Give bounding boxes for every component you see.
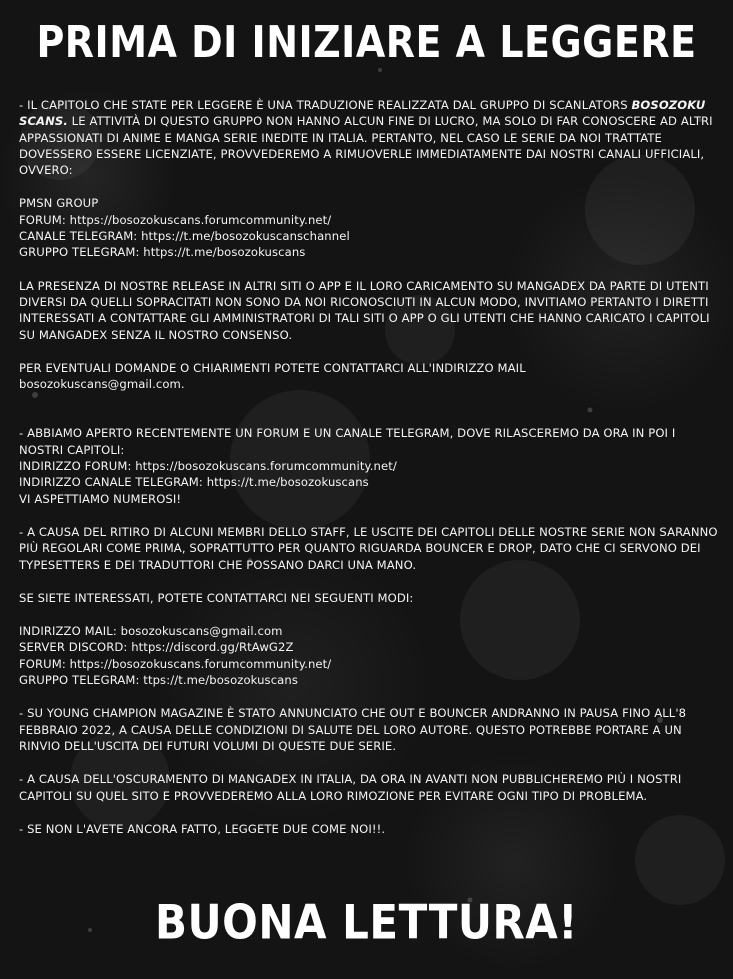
telegram-group-link[interactable]: GRUPPO TELEGRAM: https://t.me/bosozokuscans [19,245,306,260]
contact-email[interactable]: bosozokuscans@gmail.com. [19,377,185,392]
release-notice: LA PRESENZA DI NOSTRE RELEASE IN ALTRI SITI O APP E IL LORO CARICAMENTO SU MANGADEX DA PARTE DI UTENTI DIVERSI DA QUELLI SOPRACITATI NON SONO DA NOI RICONOSCIUTI IN ALCUN MODO, INVITIAMO PERTANTO I DIRETTI INTERESSATI A CONTATTARE GLI AMMINISTRATORI DI TALI SITI O APP O GLI UTENTI CHE HANNO CARICATO I CAPITOLI SU MANGADEX SENZA IL NOSTRO CONSENSO. [19,278,710,342]
group-line: PMSN GROUP [19,196,99,211]
forum-news-telegram-link[interactable]: INDIRIZZO CANALE TELEGRAM: https://t.me/bosozokuscans [19,475,369,490]
forum-news: - ABBIAMO APERTO RECENTEMENTE UN FORUM E UN CANALE TELEGRAM, DOVE RILASCEREMO DA ORA IN POI I NOSTRI CAPITOLI: [19,426,676,457]
staff-interested: SE SIETE INTERESSATI, POTETE CONTATTARCI NEI SEGUENTI MODI: [19,590,414,605]
intro-text: - IL CAPITOLO CHE STATE PER LEGGERE È UNA TRADUZIONE REALIZZATA DAL GRUPPO DI SCANLATORS [19,98,628,112]
staff-notice: - A CAUSA DEL RITIRO DI ALCUNI MEMBRI DELLO STAFF, LE USCITE DEI CAPITOLI DELLE NOSTRE SERIE NON SARANNO PIÙ REGOLARI COME PRIMA, SOPRATTUTTO PER QUANTO RIGUARDA BOUNCER E DROP, DATO CHE CI SERVONO DEI TYPESETTERS E DEI TRADUTTORI CHE POSSANO DARCI UNA MANO. [19,524,718,572]
page-title: PRIMA DI INIZIARE A LEGGERE [36,16,697,68]
closing-banner: BUONA LETTURA! [155,895,578,950]
group-name: BOSOZOKU SCANS. [19,98,706,129]
staff-telegram[interactable]: GRUPPO TELEGRAM: ttps://t.me/bosozokuscans [19,673,298,688]
due-notice: - SE NON L'AVETE ANCORA FATTO, LEGGETE DUE COME NOI!!. [19,821,386,836]
notice-body [19,97,719,837]
intro-text-rest: LE ATTIVITÀ DI QUESTO GRUPPO NON HANNO ALCUN FINE DI LUCRO, MA SOLO DI FAR CONOSCERE AD ALTRI APPASSIONATI DI ANIME E MANGA SERIE INEDITE IN ITALIA. PERTANTO, NEL CASO LE SERIE DA NOI TRATTATE DOVESSERO ESSERE LICENZIATE, PROVVEDEREMO A RIMUOVERLE IMMEDIATAMENTE DAI NOSTRI CANALI UFFICIALI, OVVERO: [19,114,713,178]
pause-notice: - SU YOUNG CHAMPION MAGAZINE È STATO ANNUNCIATO CHE OUT E BOUNCER ANDRANNO IN PAUSA FINO ALL'8 FEBBRAIO 2022, A CAUSA DELLE CONDIZIONI DI SALUTE DEL LORO AUTORE. QUESTO POTREBBE PORTARE A UN RINVIO DELL'USCITA DEI FUTURI VOLUMI DI QUESTE DUE SERIE. [19,706,687,753]
forum-news-closing: VI ASPETTIAMO NUMEROSI! [19,491,182,506]
forum-news-forum-link[interactable]: INDIRIZZO FORUM: https://bosozokuscans.forumcommunity.net/ [19,459,397,474]
mangadex-notice: - A CAUSA DELL'OSCURAMENTO DI MANGADEX IN ITALIA, DA ORA IN AVANTI NON PUBBLICHEREMO PIÙ I NOSTRI CAPITOLI SU QUEL SITO E PROVVEDEREMO ALLA LORO RIMOZIONE PER EVITARE OGNI TIPO DI PROBLEMA. [19,772,682,803]
telegram-channel-link[interactable]: CANALE TELEGRAM: https://t.me/bosozokuscanschannel [19,229,350,244]
contact-line: PER EVENTUALI DOMANDE O CHIARIMENTI POTETE CONTATTARCI ALL'INDIRIZZO MAIL [19,360,526,375]
intro-paragraph [19,97,719,178]
staff-forum[interactable]: FORUM: https://bosozokuscans.forumcommunity.net/ [19,656,332,671]
forum-link[interactable]: FORUM: https://bosozokuscans.forumcommunity.net/ [19,212,332,227]
staff-mail[interactable]: INDIRIZZO MAIL: bosozokuscans@gmail.com [19,624,283,639]
staff-discord[interactable]: SERVER DISCORD: https://discord.gg/RtAwG2Z [19,640,294,655]
